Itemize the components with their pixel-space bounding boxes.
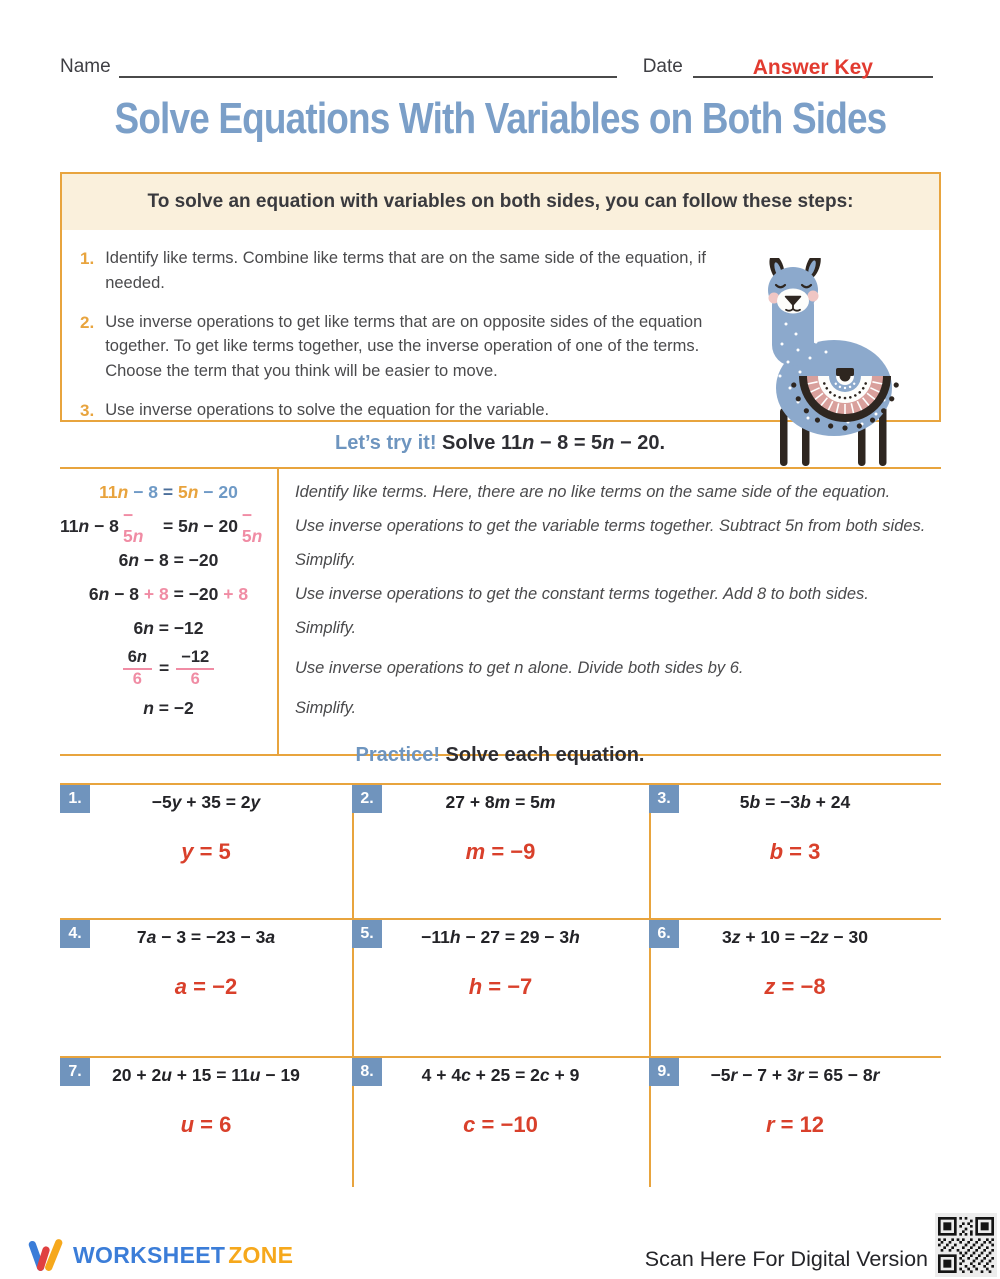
example-note-4: Use inverse operations to get the constant terms together. Add 8 to both sides. [295,584,869,603]
problem-equation: −5y + 35 = 2y [151,792,261,812]
problem-answer: c = −10 [463,1112,538,1137]
example-note-5: Simplify. [295,618,357,637]
example-divider-rule [277,467,279,754]
page-title: Solve Equations With Variables on Both Sides [114,94,886,143]
lets-try-prompt: Solve 11n − 8 = 5n − 20. [442,432,666,454]
step-text: Use inverse operations to get like terms that are on opposite sides of the equation together. To get like terms together, use the inverse operation of one of the terms. Choose the term that you think will be easier to move. [105,312,703,380]
problem-answer: m = −9 [465,839,536,864]
instruction-step-3 [80,398,752,424]
step-text: Use inverse operations to solve the equation for the variable. [105,400,550,419]
date-blank-line[interactable] [693,54,933,78]
example-note-3: Simplify. [295,550,357,569]
equals-sign: = [159,657,170,678]
problem-number-badge: 8. [352,1058,382,1086]
example-note-6: Use inverse operations to get n alone. Divide both sides by 6. [295,658,744,677]
problem-number-badge: 1. [60,785,90,813]
problem-number-badge: 9. [649,1058,679,1086]
step-number: 3. [80,400,95,420]
problem-8 [352,1056,649,1187]
example-note-1: Identify like terms. Here, there are no like terms on the same side of the equation. [295,482,891,501]
example-equation-7: n = −2 [143,697,194,718]
fraction-left: $\frac{6n}{6}$ [123,648,152,689]
instruction-step-2 [80,310,752,384]
problem-answer: b = 3 [769,839,821,864]
instructions-heading: To solve an equation with variables on both sides, you can follow these steps: [62,174,939,230]
problem-number-badge: 5. [352,920,382,948]
problem-2 [352,783,649,918]
name-label: Name [60,56,111,77]
problem-equation: −5r − 7 + 3r = 65 − 8r [710,1065,880,1085]
step-number: 1. [80,249,95,268]
name-date-row [60,54,941,78]
problem-4 [60,918,352,1056]
problem-equation: 7a − 3 = −23 − 3a [136,927,276,947]
problem-equation: −11h − 27 = 29 − 3h [421,927,580,947]
problem-equation: 20 + 2u + 15 = 11u − 19 [112,1065,300,1085]
qr-code-icon [935,1213,997,1277]
example-equation-6-fraction [60,645,277,691]
step-number: 2. [80,312,95,332]
example-equation-4: 6n − 8 + 8 = −20 + 8 [88,583,249,604]
problem-6 [649,918,941,1056]
example-notes-column [295,469,941,725]
problem-1 [60,783,352,918]
practice-heading [0,744,1000,767]
answer-key-text: Answer Key [752,56,873,79]
brand-text: WORKSHEET ZONE [73,1242,294,1268]
problem-answer: z = −8 [764,974,826,999]
lets-try-label: Let’s try it! [334,432,437,454]
example-equation-2: 11n − 8 − 5n = 5n − 20 − 5n [60,505,263,546]
problem-number-badge: 6. [649,920,679,948]
problem-answer: r = 12 [765,1112,825,1137]
problem-equation: 4 + 4c + 25 = 2c + 9 [421,1065,580,1085]
fraction-right: $\frac{-12}{6}$ [176,648,214,689]
problem-3 [649,783,941,918]
example-equation-3: 6n − 8 = −20 [118,549,219,570]
problem-answer: a = −2 [174,974,238,999]
problem-equation: 3z + 10 = −2z − 30 [722,927,868,947]
example-note-7: Simplify. [295,698,357,717]
practice-prompt: Solve each equation. [445,744,645,766]
instruction-step-1 [80,246,752,296]
llama-icon [752,258,902,470]
example-equation-1: 11n − 8 = 5n − 20 [99,481,238,502]
name-blank-line[interactable] [119,54,617,78]
problem-number-badge: 4. [60,920,90,948]
problem-number-badge: 7. [60,1058,90,1086]
step-text: Identify like terms. Combine like terms that are on the same side of the equation, if needed. [105,249,706,292]
problem-number-badge: 2. [352,785,382,813]
example-equation-5: 6n = −12 [133,617,204,638]
date-label: Date [642,56,683,77]
example-note-2: Use inverse operations to get the variable terms together. Subtract 5n from both sides. [295,516,926,535]
problem-answer: h = −7 [468,974,533,999]
problem-number-badge: 3. [649,785,679,813]
scan-here-text: Scan Here For Digital Version [644,1247,928,1271]
problem-answer: u = 6 [180,1112,232,1137]
problem-7 [60,1056,352,1187]
problem-answer: y = 5 [181,839,231,864]
problem-equation: 5b = −3b + 24 [739,792,851,812]
problem-equation: 27 + 8m = 5m [445,792,556,812]
problem-9 [649,1056,941,1187]
example-equations-column [60,469,277,725]
problem-5 [352,918,649,1056]
practice-label: Practice! [355,744,440,766]
